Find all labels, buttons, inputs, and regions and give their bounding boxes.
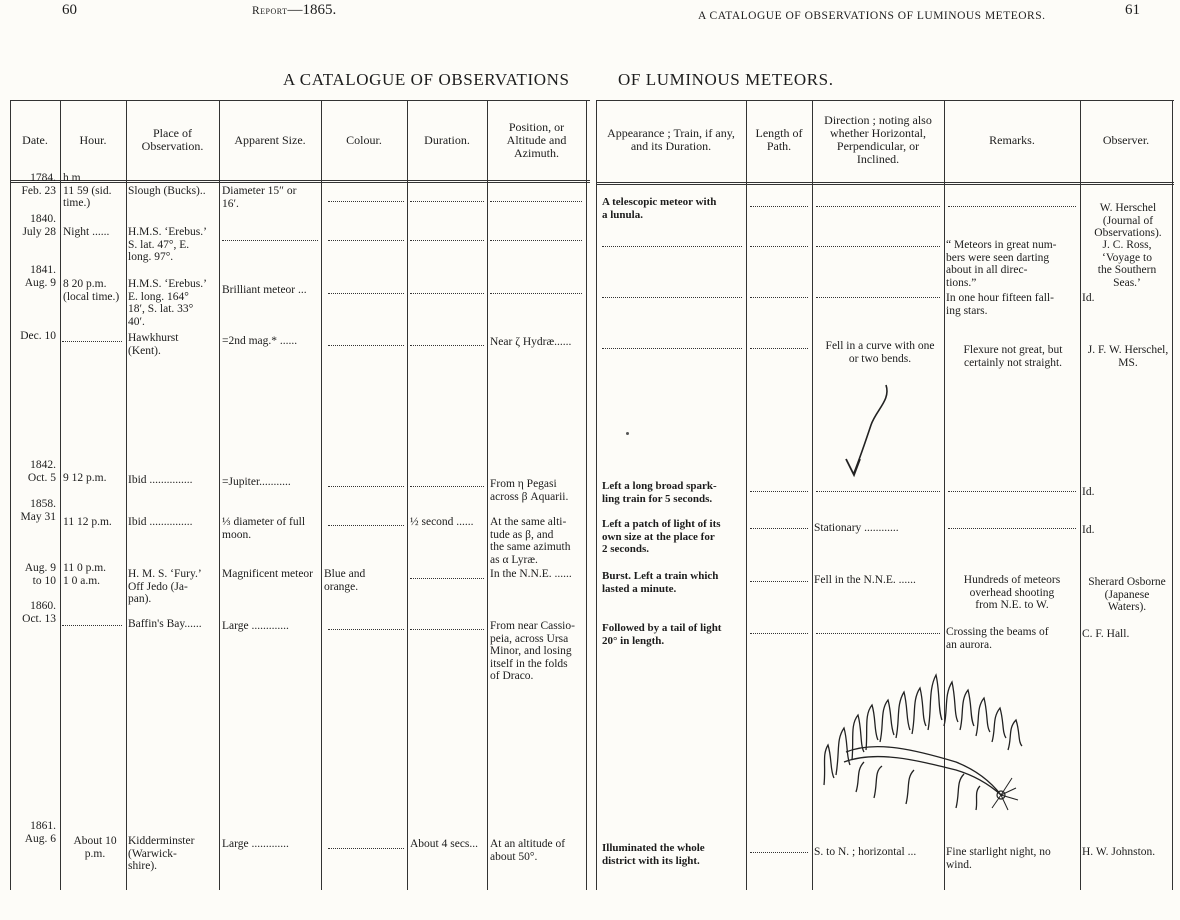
leader-dots xyxy=(750,206,808,207)
cell-date: 1858. May 31 xyxy=(20,498,56,523)
leader-dots xyxy=(328,629,404,630)
cell-apparent-size: Magnificent meteor xyxy=(222,568,314,580)
leader-dots xyxy=(750,297,808,298)
leader-dots xyxy=(410,201,484,202)
leader-dots xyxy=(750,852,808,853)
header-date: Date. xyxy=(22,132,48,147)
leader-dots xyxy=(750,581,808,582)
cell-remarks: In one hour fifteen fall- ing stars. xyxy=(946,292,1054,317)
header-observer: Observer. xyxy=(1102,132,1150,147)
header-hour: Hour. xyxy=(79,132,107,147)
leader-dots xyxy=(602,297,742,298)
cell-appearance: Followed by a tail of light 20° in length. xyxy=(602,622,722,647)
cell-place: H.M.S. ‘Erebus.’ E. long. 164° 18′, S. lat. 33° 40′. xyxy=(128,278,207,328)
leader-dots xyxy=(948,528,1076,529)
col-rule xyxy=(586,100,587,890)
leader-dots xyxy=(816,633,940,634)
cell-apparent-size: ⅓ diameter of full moon. xyxy=(222,516,306,541)
curved-path-arrow-icon xyxy=(836,385,916,480)
cell-observer: J. C. Ross, ‘Voyage to the Southern Seas.’ xyxy=(1097,239,1157,289)
cell-apparent-size: Large ............. xyxy=(222,620,289,632)
left-running-title-year: —1865. xyxy=(287,2,337,18)
header-appearance: Appearance ; Train, if any, and its Duration. xyxy=(607,126,735,153)
leader-dots xyxy=(328,848,404,849)
leader-dots xyxy=(410,293,484,294)
cell-date: 1860. Oct. 13 xyxy=(22,600,56,625)
catalogue-title-left: A CATALOGUE OF OBSERVATIONS xyxy=(283,70,570,89)
leader-dots xyxy=(328,345,404,346)
col-rule xyxy=(60,100,61,890)
cell-appearance: A telescopic meteor with a lunula. xyxy=(602,196,717,221)
cell-apparent-size: Large ............. xyxy=(222,838,289,850)
leader-dots xyxy=(948,491,1076,492)
cell-date: Aug. 9 to 10 xyxy=(24,562,56,587)
cell-duration: ½ second ...... xyxy=(410,516,474,528)
cell-hour: Night ...... xyxy=(63,226,110,238)
cell-appearance: Illuminated the whole district with its light. xyxy=(602,842,705,867)
cell-date: 1840. July 28 xyxy=(22,213,56,238)
catalogue-title-right: OF LUMINOUS METEORS. xyxy=(618,70,834,89)
right-table-header-rule xyxy=(596,182,1174,185)
leader-dots xyxy=(222,240,318,241)
cell-hour: 8 20 p.m. (local time.) xyxy=(63,278,120,303)
leader-dots xyxy=(750,246,808,247)
cell-apparent-size: Diameter 15″ or 16′. xyxy=(222,185,297,210)
cell-hour: h m 11 59 (sid. time.) xyxy=(63,172,112,209)
cell-remarks: “ Meteors in great num- bers were seen darting about in all direc- tions.” xyxy=(946,239,1057,289)
cell-apparent-size: Brilliant meteor ... xyxy=(222,284,307,296)
leader-dots xyxy=(490,293,582,294)
cell-observer: Sherard Osborne (Japanese Waters). xyxy=(1088,576,1166,613)
right-table xyxy=(596,100,1174,890)
cell-observer: J. F. W. Herschel, MS. xyxy=(1087,344,1169,369)
col-rule xyxy=(596,100,597,890)
cell-observer: H. W. Johnston. xyxy=(1082,846,1156,858)
cell-observer: C. F. Hall. xyxy=(1082,628,1130,640)
cell-direction: Fell in a curve with one or two bends. xyxy=(825,340,935,365)
cell-hour: 11 12 p.m. xyxy=(63,516,112,528)
cell-place: Slough (Bucks).. xyxy=(128,185,206,197)
leader-dots xyxy=(750,491,808,492)
leader-dots xyxy=(410,345,484,346)
leader-dots xyxy=(948,206,1076,207)
leader-dots xyxy=(328,486,404,487)
cell-direction: S. to N. ; horizontal ... xyxy=(814,846,917,858)
cell-position: At an altitude of about 50°. xyxy=(490,838,566,863)
col-rule xyxy=(126,100,127,890)
leader-dots xyxy=(410,240,484,241)
cell-remarks: Flexure not great, but certainly not straight. xyxy=(963,344,1063,369)
header-direction: Direction ; noting also whether Horizontal, Perpendicular, or Inclined. xyxy=(824,113,932,166)
leader-dots xyxy=(816,206,940,207)
cell-remarks: Fine starlight night, no wind. xyxy=(946,846,1051,871)
cell-date: 1841. Aug. 9 xyxy=(24,264,56,289)
cell-apparent-size: =Jupiter........... xyxy=(222,476,291,488)
cell-position: At the same alti- tude as β, and the same azimuth as α Lyræ. xyxy=(490,516,571,566)
cell-date: Dec. 10 xyxy=(20,330,56,342)
col-rule xyxy=(219,100,220,890)
leader-dots xyxy=(750,633,808,634)
header-duration: Duration. xyxy=(424,132,470,147)
col-rule xyxy=(1080,100,1081,890)
cell-hour: About 10 p.m. xyxy=(73,835,117,860)
leader-dots xyxy=(750,528,808,529)
header-place: Place of Observation. xyxy=(141,126,204,153)
col-rule xyxy=(812,100,813,890)
leader-dots xyxy=(328,201,404,202)
ink-speck xyxy=(626,432,629,435)
leader-dots xyxy=(750,348,808,349)
cell-date: 1861. Aug. 6 xyxy=(24,820,56,845)
cell-position: Near ζ Hydræ...... xyxy=(490,336,572,348)
cell-apparent-size: =2nd mag.* ...... xyxy=(222,335,298,347)
col-rule xyxy=(487,100,488,890)
cell-position: From near Cassio- peia, across Ursa Minor, and losing itself in the folds of Draco. xyxy=(490,620,575,682)
cell-observer: Id. xyxy=(1082,524,1095,536)
header-length: Length of Path. xyxy=(755,126,803,153)
cell-observer: Id. xyxy=(1082,486,1095,498)
cell-hour: 11 0 p.m. 1 0 a.m. xyxy=(63,562,107,587)
leader-dots xyxy=(490,240,582,241)
col-rule xyxy=(746,100,747,890)
cell-position: In the N.N.E. ...... xyxy=(490,568,572,580)
leader-dots xyxy=(62,341,122,342)
leader-dots xyxy=(410,629,484,630)
leader-dots xyxy=(62,625,122,626)
header-colour: Colour. xyxy=(346,132,382,147)
cell-observer: Id. xyxy=(1082,292,1095,304)
leader-dots xyxy=(602,348,742,349)
cell-place: Kidderminster (Warwick- shire). xyxy=(128,835,195,872)
cell-place: Baffin's Bay...... xyxy=(128,618,202,630)
cell-appearance: Left a patch of light of its own size at the place for 2 seconds. xyxy=(602,518,721,555)
leader-dots xyxy=(410,578,484,579)
leader-dots xyxy=(328,240,404,241)
header-apparent-size: Apparent Size. xyxy=(234,132,306,147)
cell-colour: Blue and orange. xyxy=(324,568,366,593)
leader-dots xyxy=(490,201,582,202)
header-remarks: Remarks. xyxy=(989,132,1035,147)
left-running-title xyxy=(252,2,336,19)
cell-place: H.M.S. ‘Erebus.’ S. lat. 47°, E. long. 97°. xyxy=(128,226,207,263)
leader-dots xyxy=(816,297,940,298)
cell-place: H. M. S. ‘Fury.’ Off Jedo (Ja- pan). xyxy=(128,568,202,605)
cell-direction: Fell in the N.N.E. ...... xyxy=(814,574,916,586)
leader-dots xyxy=(602,246,742,247)
cell-date: 1842. Oct. 5 xyxy=(27,459,56,484)
col-rule xyxy=(321,100,322,890)
left-page-number: 60 xyxy=(62,2,77,18)
cell-position: From η Pegasi across β Aquarii. xyxy=(490,478,569,503)
leader-dots xyxy=(816,491,940,492)
cell-direction: Stationary ............ xyxy=(814,522,899,534)
leader-dots xyxy=(816,246,940,247)
header-position: Position, or Altitude and Azimuth. xyxy=(506,119,567,160)
col-rule xyxy=(10,100,11,890)
cell-observer: W. Herschel (Journal of Observations). xyxy=(1094,202,1162,239)
left-table xyxy=(10,100,590,890)
cell-remarks: Hundreds of meteors overhead shooting from N.E. to W. xyxy=(963,574,1061,611)
leader-dots xyxy=(410,486,484,487)
col-rule xyxy=(407,100,408,890)
cell-hour: 9 12 p.m. xyxy=(63,472,107,484)
leader-dots xyxy=(328,293,404,294)
cell-remarks: Crossing the beams of an aurora. xyxy=(946,626,1049,651)
cell-appearance: Left a long broad spark- ling train for 5 seconds. xyxy=(602,480,717,505)
cell-place: Ibid ............... xyxy=(128,474,193,486)
cell-date: 1784. Feb. 23 xyxy=(21,172,56,197)
right-page-number: 61 xyxy=(1125,2,1140,18)
cell-place: Ibid ............... xyxy=(128,516,193,528)
right-running-title: A CATALOGUE OF OBSERVATIONS OF LUMINOUS METEORS. xyxy=(698,10,1046,22)
cell-place: Hawkhurst (Kent). xyxy=(128,332,179,357)
cell-duration: About 4 secs... xyxy=(410,838,479,850)
cell-appearance: Burst. Left a train which lasted a minute. xyxy=(602,570,719,595)
leader-dots xyxy=(328,525,404,526)
aurora-meteor-sketch-icon xyxy=(816,670,1036,815)
left-running-title-report: Report xyxy=(252,5,288,17)
